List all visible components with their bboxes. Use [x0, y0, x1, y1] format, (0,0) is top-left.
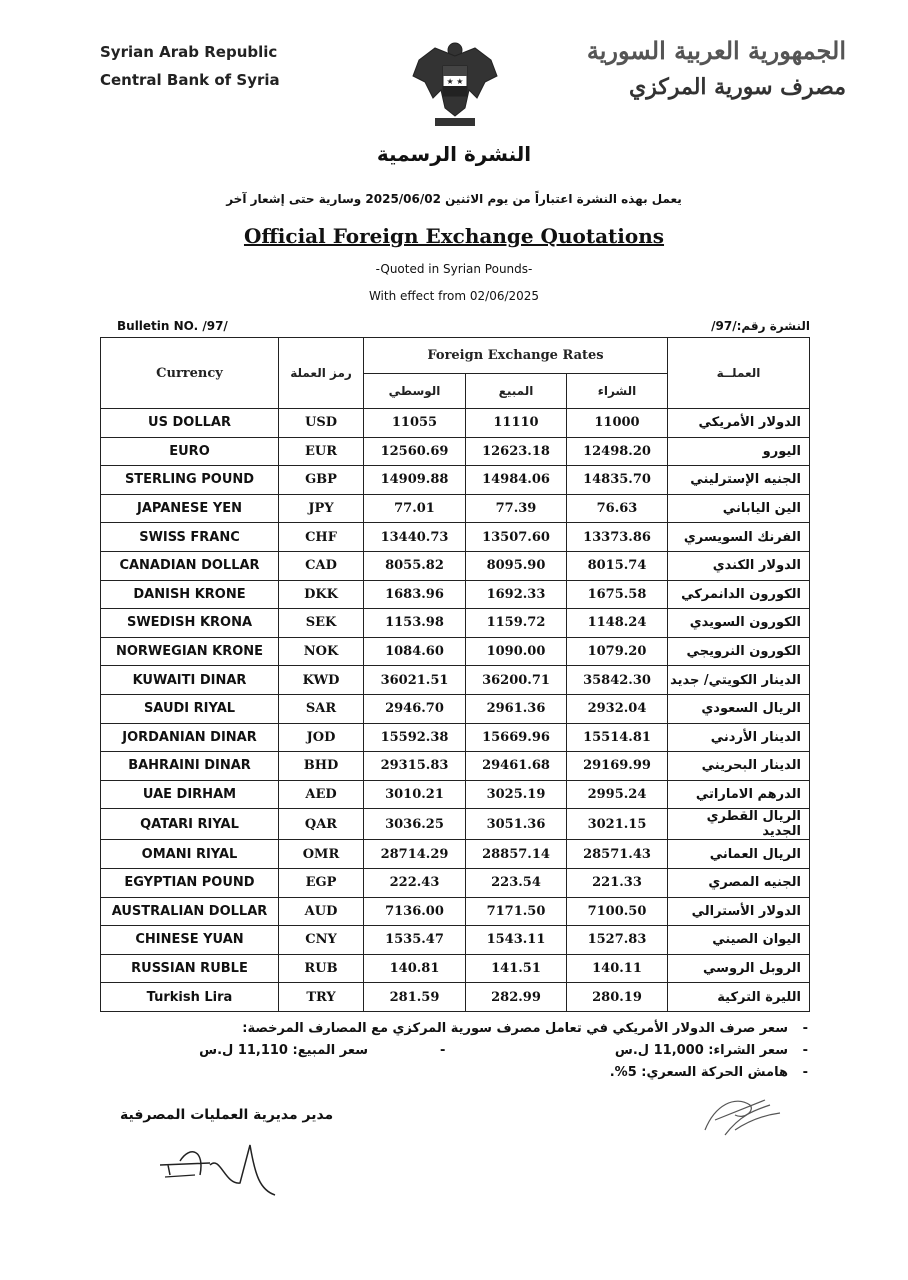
rate-mid: 14909.88 — [364, 466, 466, 495]
currency-code: CAD — [279, 551, 364, 580]
currency-code: OMR — [279, 840, 364, 869]
rate-sell: 8095.90 — [466, 551, 567, 580]
rate-buy: 221.33 — [567, 868, 668, 897]
currency-code: AUD — [279, 897, 364, 926]
rate-buy: 1527.83 — [567, 926, 668, 955]
rate-mid: 1683.96 — [364, 580, 466, 609]
quoted-note: -Quoted in Syrian Pounds- — [375, 262, 533, 276]
currency-name: NORWEGIAN KRONE — [101, 637, 279, 666]
header-currency: Currency — [101, 338, 279, 409]
currency-code: BHD — [279, 752, 364, 781]
currency-name: BAHRAINI DINAR — [101, 752, 279, 781]
currency-name-ar: الدينار الأردني — [668, 723, 810, 752]
rate-mid: 8055.82 — [364, 551, 466, 580]
rate-sell: 29461.68 — [466, 752, 567, 781]
rate-mid: 29315.83 — [364, 752, 466, 781]
table-row — [101, 437, 810, 466]
currency-name: UAE DIRHAM — [101, 780, 279, 809]
rate-sell: 1543.11 — [466, 926, 567, 955]
table-row — [101, 523, 810, 552]
rate-buy: 76.63 — [567, 494, 668, 523]
table-row — [101, 694, 810, 723]
rate-mid: 7136.00 — [364, 897, 466, 926]
header-buy-ar: الشراء — [567, 374, 668, 409]
rate-sell: 2961.36 — [466, 694, 567, 723]
currency-name-ar: الريال العماني — [668, 840, 810, 869]
currency-name: RUSSIAN RUBLE — [101, 954, 279, 983]
rate-sell: 1159.72 — [466, 609, 567, 638]
table-row — [101, 609, 810, 638]
table-row — [101, 551, 810, 580]
rate-buy: 11000 — [567, 409, 668, 438]
rate-sell: 13507.60 — [466, 523, 567, 552]
currency-name-ar: الريال القطري الجديد — [668, 809, 810, 840]
rate-mid: 281.59 — [364, 983, 466, 1012]
currency-name: JAPANESE YEN — [101, 494, 279, 523]
rate-buy: 8015.74 — [567, 551, 668, 580]
table-row — [101, 780, 810, 809]
rate-buy: 13373.86 — [567, 523, 668, 552]
currency-name-ar: الجنيه المصري — [668, 868, 810, 897]
rate-mid: 36021.51 — [364, 666, 466, 695]
currency-name: QATARI RIYAL — [101, 809, 279, 840]
note-line1: سعر صرف الدولار الأمريكي في تعامل مصرف سورية المركزي مع المصارف المرخصة: — [242, 1021, 788, 1036]
table-row — [101, 809, 810, 840]
header-mid-ar: الوسطي — [364, 374, 466, 409]
table-row — [101, 494, 810, 523]
header-en-line1: Syrian Arab Republic — [100, 43, 278, 61]
rate-mid: 28714.29 — [364, 840, 466, 869]
currency-name-ar: الدرهم الاماراتي — [668, 780, 810, 809]
note-sep-dash: - — [440, 1043, 446, 1058]
currency-code: KWD — [279, 666, 364, 695]
rate-mid: 13440.73 — [364, 523, 466, 552]
note-margin: هامش الحركة السعري: 5%. — [609, 1065, 788, 1080]
currency-name-ar: الكورون الدانمركي — [668, 580, 810, 609]
currency-code: GBP — [279, 466, 364, 495]
header-rates: Foreign Exchange Rates — [364, 338, 668, 374]
header-ar-line2: مصرف سورية المركزي — [629, 74, 846, 100]
rate-buy: 1675.58 — [567, 580, 668, 609]
currency-name-ar: الدولار الأسترالي — [668, 897, 810, 926]
rate-mid: 12560.69 — [364, 437, 466, 466]
currency-name-ar: الدينار البحريني — [668, 752, 810, 781]
header-en-line2: Central Bank of Syria — [100, 71, 280, 89]
rate-buy: 280.19 — [567, 983, 668, 1012]
currency-code: JPY — [279, 494, 364, 523]
title-en: Official Foreign Exchange Quotations — [243, 224, 665, 248]
currency-name: Turkish Lira — [101, 983, 279, 1012]
table-row — [101, 926, 810, 955]
currency-code: USD — [279, 409, 364, 438]
rate-mid: 1153.98 — [364, 609, 466, 638]
header-ar-line1: الجمهورية العربية السورية — [586, 36, 846, 65]
currency-name-ar: الدينار الكويتي/ جديد — [668, 666, 810, 695]
table-row — [101, 840, 810, 869]
note-dash-2: - — [802, 1043, 808, 1058]
rate-sell: 141.51 — [466, 954, 567, 983]
rate-buy: 29169.99 — [567, 752, 668, 781]
table-row — [101, 868, 810, 897]
currency-name: AUSTRALIAN DOLLAR — [101, 897, 279, 926]
rate-buy: 15514.81 — [567, 723, 668, 752]
exchange-rate-table — [100, 337, 810, 1012]
note-sell-rate: سعر المبيع: 11,110 ل.س — [199, 1043, 368, 1058]
currency-code: RUB — [279, 954, 364, 983]
table-row — [101, 723, 810, 752]
currency-name: STERLING POUND — [101, 466, 279, 495]
currency-name-ar: الريال السعودي — [668, 694, 810, 723]
rate-sell: 3051.36 — [466, 809, 567, 840]
table-row — [101, 666, 810, 695]
currency-name-ar: الدولار الكندي — [668, 551, 810, 580]
rate-buy: 140.11 — [567, 954, 668, 983]
rate-buy: 1148.24 — [567, 609, 668, 638]
table-row — [101, 466, 810, 495]
currency-code: DKK — [279, 580, 364, 609]
table-row — [101, 954, 810, 983]
table-row — [101, 897, 810, 926]
currency-name-ar: الين الياباني — [668, 494, 810, 523]
currency-name-ar: الدولار الأمريكي — [668, 409, 810, 438]
currency-code: SEK — [279, 609, 364, 638]
currency-name-ar: الكورون السويدي — [668, 609, 810, 638]
table-row — [101, 752, 810, 781]
currency-code: NOK — [279, 637, 364, 666]
subtitle-ar: يعمل بهذه النشرة اعتباراً من يوم الاثنين 2025/06/02 وسارية حتى إشعار آخر — [226, 192, 682, 206]
currency-code: SAR — [279, 694, 364, 723]
currency-name: SWISS FRANC — [101, 523, 279, 552]
table-row — [101, 983, 810, 1012]
rate-buy: 14835.70 — [567, 466, 668, 495]
signature-right-icon — [695, 1085, 785, 1145]
rate-sell: 77.39 — [466, 494, 567, 523]
note-dash-3: - — [802, 1065, 808, 1080]
rate-mid: 15592.38 — [364, 723, 466, 752]
currency-code: TRY — [279, 983, 364, 1012]
currency-name: CHINESE YUAN — [101, 926, 279, 955]
currency-name: KUWAITI DINAR — [101, 666, 279, 695]
rate-mid: 140.81 — [364, 954, 466, 983]
currency-name: DANISH KRONE — [101, 580, 279, 609]
rate-sell: 14984.06 — [466, 466, 567, 495]
rate-buy: 3021.15 — [567, 809, 668, 840]
currency-name: JORDANIAN DINAR — [101, 723, 279, 752]
currency-name-ar: اليوان الصيني — [668, 926, 810, 955]
table-row — [101, 580, 810, 609]
rate-mid: 1084.60 — [364, 637, 466, 666]
currency-code: EUR — [279, 437, 364, 466]
currency-code: JOD — [279, 723, 364, 752]
rate-sell: 15669.96 — [466, 723, 567, 752]
rate-sell: 28857.14 — [466, 840, 567, 869]
rate-buy: 1079.20 — [567, 637, 668, 666]
currency-name-ar: الجنيه الإسترليني — [668, 466, 810, 495]
rate-mid: 3036.25 — [364, 809, 466, 840]
currency-name: EURO — [101, 437, 279, 466]
currency-code: AED — [279, 780, 364, 809]
rate-mid: 2946.70 — [364, 694, 466, 723]
currency-code: EGP — [279, 868, 364, 897]
signature-left-icon — [150, 1135, 310, 1200]
rate-mid: 3010.21 — [364, 780, 466, 809]
currency-name: EGYPTIAN POUND — [101, 868, 279, 897]
currency-name-ar: اليورو — [668, 437, 810, 466]
rate-buy: 2995.24 — [567, 780, 668, 809]
bulletin-number-en: Bulletin NO. /97/ — [117, 319, 228, 333]
currency-name: US DOLLAR — [101, 409, 279, 438]
rate-buy: 2932.04 — [567, 694, 668, 723]
note-buy-rate: سعر الشراء: 11,000 ل.س — [614, 1043, 788, 1058]
currency-name: SAUDI RIYAL — [101, 694, 279, 723]
rate-buy: 7100.50 — [567, 897, 668, 926]
table-row — [101, 637, 810, 666]
rate-sell: 1090.00 — [466, 637, 567, 666]
currency-name: CANADIAN DOLLAR — [101, 551, 279, 580]
rate-buy: 35842.30 — [567, 666, 668, 695]
syrian-eagle-emblem-icon — [405, 38, 505, 130]
table-row — [101, 409, 810, 438]
currency-code: QAR — [279, 809, 364, 840]
currency-name-ar: الفرنك السويسري — [668, 523, 810, 552]
currency-name-ar: الروبل الروسي — [668, 954, 810, 983]
rate-mid: 1535.47 — [364, 926, 466, 955]
rate-sell: 282.99 — [466, 983, 567, 1012]
rate-mid: 222.43 — [364, 868, 466, 897]
rate-sell: 1692.33 — [466, 580, 567, 609]
title-ar: النشرة الرسمية — [376, 142, 532, 166]
header-code-ar: رمز العملة — [279, 338, 364, 409]
rate-mid: 77.01 — [364, 494, 466, 523]
rate-sell: 223.54 — [466, 868, 567, 897]
rate-sell: 36200.71 — [466, 666, 567, 695]
rate-sell: 7171.50 — [466, 897, 567, 926]
rate-sell: 3025.19 — [466, 780, 567, 809]
currency-name: SWEDISH KRONA — [101, 609, 279, 638]
header-sell-ar: المبيع — [466, 374, 567, 409]
rate-sell: 12623.18 — [466, 437, 567, 466]
svg-text:★ ★: ★ ★ — [446, 77, 464, 86]
bulletin-number-ar: النشرة رقم:/97/ — [711, 319, 810, 333]
signature-title-ar: مدير مديرية العمليات المصرفية — [120, 1107, 334, 1123]
currency-code: CNY — [279, 926, 364, 955]
note-dash-1: - — [802, 1021, 808, 1036]
rate-buy: 12498.20 — [567, 437, 668, 466]
currency-name-ar: الليرة التركية — [668, 983, 810, 1012]
header-currency-ar: العملــة — [668, 338, 810, 409]
rate-mid: 11055 — [364, 409, 466, 438]
currency-name-ar: الكورون النرويجي — [668, 637, 810, 666]
rate-sell: 11110 — [466, 409, 567, 438]
effect-date: With effect from 02/06/2025 — [368, 289, 540, 303]
currency-code: CHF — [279, 523, 364, 552]
rate-buy: 28571.43 — [567, 840, 668, 869]
currency-name: OMANI RIYAL — [101, 840, 279, 869]
